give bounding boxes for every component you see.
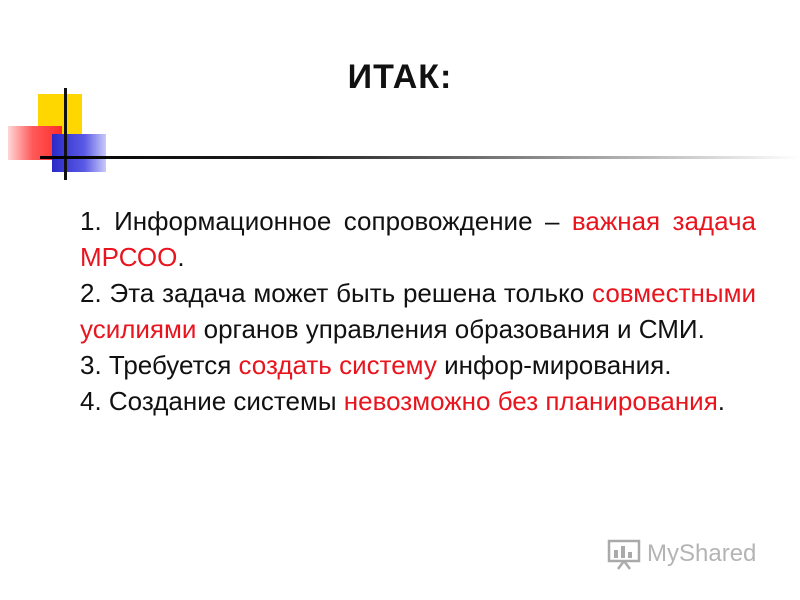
presentation-board-icon <box>607 538 641 570</box>
highlighted-text: совместными усилиями <box>80 278 756 344</box>
body-text: 4. Создание системы <box>80 386 344 416</box>
body-text: органов управления образования и СМИ. <box>196 314 705 344</box>
watermark-text: MyShared <box>647 540 757 567</box>
list-item <box>80 347 756 383</box>
vertical-rule <box>64 88 67 180</box>
body-text: инфор-мирования. <box>436 350 672 380</box>
slide-title: ИТАК: <box>347 58 453 96</box>
slide-body <box>80 203 756 419</box>
horizontal-rule <box>40 156 800 159</box>
body-text: . <box>177 242 185 272</box>
highlighted-text: невозможно без планирования <box>343 386 718 416</box>
list-item <box>80 275 756 347</box>
body-text <box>332 350 339 380</box>
list-item <box>80 203 756 275</box>
highlighted-text: создать <box>238 350 332 380</box>
body-text: . <box>717 386 726 416</box>
list-item <box>80 383 756 419</box>
highlighted-text: важная задача МРСОО <box>80 206 756 272</box>
highlighted-text: систему <box>339 350 437 380</box>
decorative-corner-graphic <box>0 0 800 200</box>
body-text: 2. Эта задача может быть решена только <box>80 278 593 308</box>
blue-gradient-square <box>52 134 106 172</box>
body-text: 3. Требуется <box>80 350 239 380</box>
body-text: 1. Информационное сопровождение – <box>80 206 572 236</box>
watermark <box>607 536 777 572</box>
